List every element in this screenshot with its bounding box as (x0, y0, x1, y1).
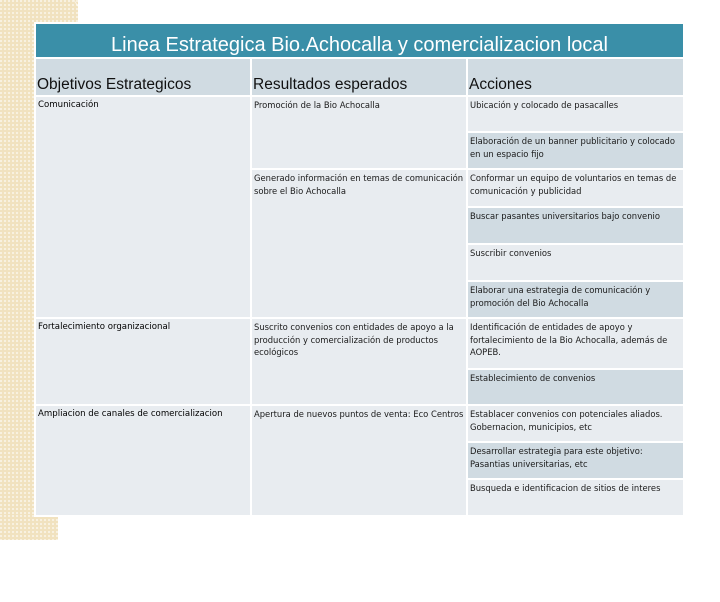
header-results: Resultados esperados (252, 59, 466, 95)
header-actions: Acciones (468, 59, 683, 95)
action-row: Desarrollar estrategia para este objetivo: Pasantias universitarias, etc (468, 443, 683, 478)
result-informacion: Generado información en temas de comunicación sobre el Bio Achocalla (252, 170, 466, 317)
action-row: Ubicación y colocado de pasacalles (468, 97, 683, 131)
result-convenios: Suscrito convenios con entidades de apoyo a la producción y comercialización de productos ecológicos (252, 319, 466, 404)
background-texture-bottom (0, 515, 58, 540)
action-row: Suscribir convenios (468, 245, 683, 280)
header-objectives: Objetivos Estrategicos (36, 59, 250, 95)
result-puntos-venta: Apertura de nuevos puntos de venta: Eco Centros (252, 406, 466, 515)
action-row: Conformar un equipo de voluntarios en temas de comunicación y publicidad (468, 170, 683, 206)
action-row: Busqueda e identificacion de sitios de interes (468, 480, 683, 515)
action-row: Establacer convenios con potenciales aliados. Gobernacion, municipios, etc (468, 406, 683, 441)
action-row: Identificación de entidades de apoyo y fortalecimiento de la Bio Achocalla, además de AOPEB. (468, 319, 683, 368)
background-texture-left (0, 0, 34, 540)
action-row: Elaboración de un banner publicitario y colocado en un espacio fijo (468, 133, 683, 168)
action-row: Establecimiento de convenios (468, 370, 683, 404)
objective-fortalecimiento: Fortalecimiento organizacional (36, 319, 250, 404)
action-row: Buscar pasantes universitarios bajo convenio (468, 208, 683, 243)
result-promocion: Promoción de la Bio Achocalla (252, 97, 466, 168)
objective-comunicacion: Comunicación (36, 97, 250, 317)
objective-ampliacion: Ampliacion de canales de comercializacion (36, 406, 250, 515)
slide-title: Linea Estrategica Bio.Achocalla y comercializacion local (36, 24, 683, 57)
action-row: Elaborar una estrategia de comunicación y promoción del Bio Achocalla (468, 282, 683, 317)
